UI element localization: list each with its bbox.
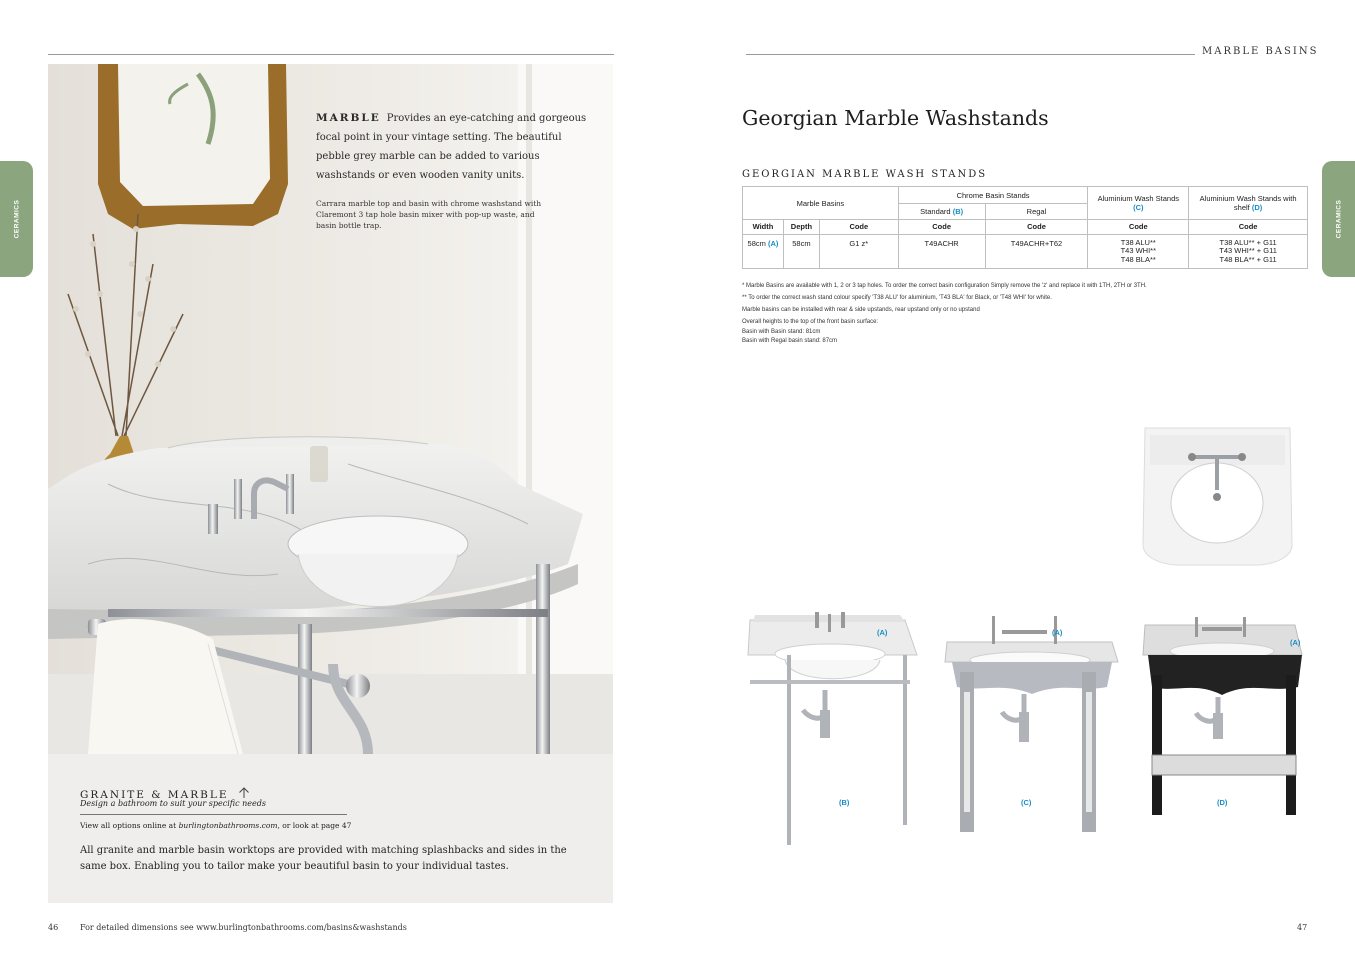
table-row — [743, 234, 1308, 268]
note-basin-stand: Basin with Basin stand: 81cm — [742, 329, 821, 335]
header-regal: Regal — [985, 204, 1088, 220]
section-label: MARBLE BASINS — [1202, 46, 1319, 57]
table-notes — [742, 280, 1302, 346]
cell-basin-code: G1 z* — [819, 234, 898, 268]
header-marble-basins: Marble Basins — [743, 187, 899, 220]
stand1-label-top: (A) — [877, 628, 888, 637]
cell-regal-code: T49ACHR+T62 — [985, 234, 1088, 268]
marble-intro-text: Provides an eye-catching and gorgeous focal point in your vintage setting. The beautiful pebble grey marble can be added to various washstands or even wooden vanity units. — [316, 113, 587, 181]
cell-width: 58cm (A) — [743, 234, 784, 268]
note-heights: Overall heights to the top of the front basin surface: — [742, 319, 879, 325]
cell-alu-codes: T38 ALU** T43 WHI** T48 BLA** — [1088, 234, 1189, 268]
chrome-stand-image — [745, 610, 920, 850]
view-options-text — [80, 821, 351, 830]
note-tap-holes: * Marble Basins are available with 1, 2 or 3 tap holes. To order the correct basin configuration Simply remove the 'z' and replace it with 1TH, 2TH or 3TH. — [742, 283, 1147, 289]
granite-marble-divider — [80, 814, 347, 815]
note-colour: ** To order the correct wash stand colour specify 'T38 ALU' for aluminium, 'T43 BLA' for Black, or 'T48 WHI' for white. — [742, 295, 1052, 301]
header-standard: Standard (B) — [898, 204, 985, 220]
note-upstands: Marble basins can be installed with rear & side upstands, rear upstand only or no upstand — [742, 307, 980, 313]
page-number-left: 46 — [48, 923, 59, 932]
col-depth: Depth — [783, 220, 819, 234]
granite-marble-subtitle: Design a bathroom to suit your specific needs — [80, 799, 266, 808]
header-alu-stands: Aluminium Wash Stands (C) — [1088, 187, 1189, 220]
aluminium-stand-image — [942, 612, 1122, 842]
ceramics-tab-label: CERAMICS — [1335, 199, 1342, 239]
col-regal-code: Code — [985, 220, 1088, 234]
col-basin-code: Code — [819, 220, 898, 234]
granite-marble-body: All granite and marble basin worktops are provided with matching splashbacks and sides in the same box. Enabling you to tailor make your beautiful basin to your individual tastes. — [80, 845, 567, 872]
marble-heading: MARBLE — [316, 112, 381, 124]
header-chrome-stands: Chrome Basin Stands — [898, 187, 1088, 204]
spec-table — [742, 186, 1308, 269]
note-regal-stand: Basin with Regal basin stand: 87cm — [742, 338, 838, 344]
granite-marble-title-text: GRANITE & MARBLE — [80, 789, 229, 801]
top-rule-right — [746, 54, 1195, 55]
page-number-right: 47 — [1297, 923, 1308, 932]
stand1-label-bottom: (B) — [839, 798, 850, 807]
marble-intro — [316, 109, 591, 185]
page-title: Georgian Marble Washstands — [742, 106, 1049, 130]
cell-alu-shelf-codes: T38 ALU** + G11 T43 WHI** + G11 T48 BLA** + G11 — [1189, 234, 1308, 268]
col-standard-code: Code — [898, 220, 985, 234]
col-alu-code: Code — [1088, 220, 1189, 234]
stand2-label-bottom: (C) — [1021, 798, 1032, 807]
view-options-prefix: View all options online at — [80, 821, 179, 830]
top-rule-left — [48, 54, 614, 55]
col-alu-shelf-code: Code — [1189, 220, 1308, 234]
stand3-label-bottom: (D) — [1217, 798, 1228, 807]
cell-standard-code: T49ACHR — [898, 234, 985, 268]
table-title: GEORGIAN MARBLE WASH STANDS — [742, 169, 988, 180]
photo-caption: Carrara marble top and basin with chrome washstand with Claremont 3 tap hole basin mixer with pop-up waste, and basin bottle trap. — [316, 199, 542, 230]
header-alu-shelf: Aluminium Wash Stands with shelf (D) — [1189, 187, 1308, 220]
ceramics-tab-right[interactable] — [1322, 161, 1355, 277]
arrow-up-icon — [238, 787, 250, 799]
basin-topview-image — [1140, 425, 1295, 570]
view-options-suffix: , or look at page 47 — [277, 821, 352, 830]
stand2-label-top: (A) — [1052, 628, 1063, 637]
stand3-label-top: (A) — [1290, 638, 1301, 647]
footer-dimensions-text: For detailed dimensions see www.burlingtonbathrooms.com/basins&washstands — [80, 923, 407, 932]
cell-depth: 58cm — [783, 234, 819, 268]
ceramics-tab-label: CERAMICS — [13, 199, 20, 239]
ceramics-tab-left[interactable] — [0, 161, 33, 277]
col-width: Width — [743, 220, 784, 234]
view-options-link[interactable]: burlingtonbathrooms.com — [178, 821, 278, 830]
